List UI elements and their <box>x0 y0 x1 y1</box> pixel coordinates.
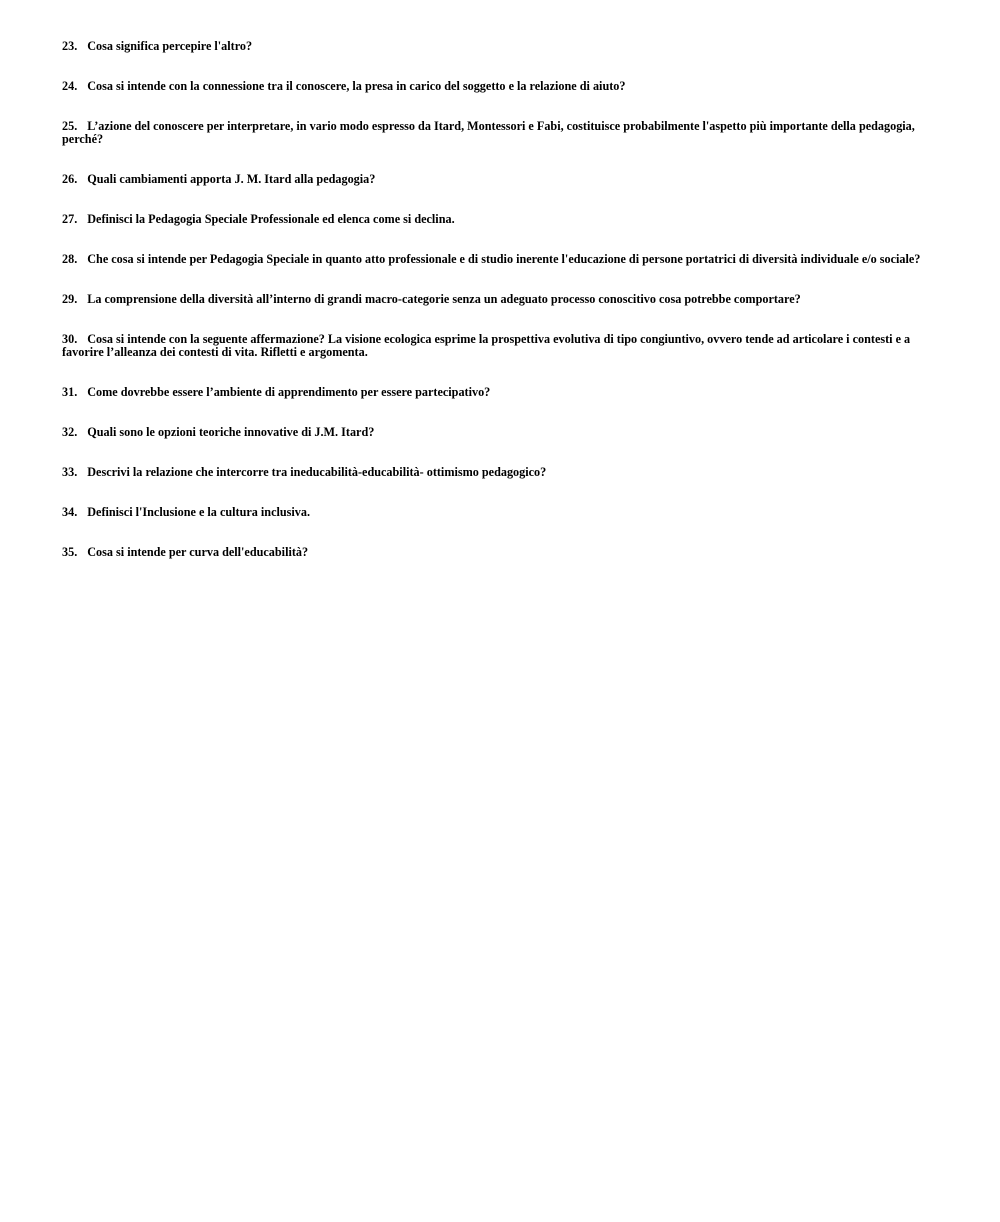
question-29 <box>62 293 938 306</box>
question-number: 24. <box>62 79 78 93</box>
question-text: Descrivi la relazione che intercorre tra ineducabilità-educabilità- ottimismo pedagogico? <box>87 465 547 479</box>
question-text: L’azione del conoscere per interpretare, in vario modo espresso da Itard, Montessori e Fabi, costituisce probabilmente l'aspetto più importante della pedagogia, perché? <box>62 119 915 146</box>
question-text: Quali cambiamenti apporta J. M. Itard alla pedagogia? <box>87 172 376 186</box>
question-31 <box>62 386 938 399</box>
question-number: 23. <box>62 39 78 53</box>
question-23 <box>62 40 938 53</box>
question-35 <box>62 546 938 559</box>
question-number: 28. <box>62 252 78 266</box>
question-30 <box>62 333 938 359</box>
question-text: Cosa si intende con la seguente affermazione? La visione ecologica esprime la prospettiva evolutiva di tipo congiuntivo, ovvero tende ad articolare i contesti e a favorire l’alleanza dei contesti di vita. Rifletti e argomenta. <box>62 332 911 359</box>
question-text: La comprensione della diversità all’interno di grandi macro-categorie senza un adeguato processo conoscitivo cosa potrebbe comportare? <box>87 292 801 306</box>
question-text: Che cosa si intende per Pedagogia Speciale in quanto atto professionale e di studio inerente l'educazione di persone portatrici di diversità individuale e/o sociale? <box>87 252 921 266</box>
question-text: Cosa significa percepire l'altro? <box>87 39 253 53</box>
question-number: 25. <box>62 119 78 133</box>
question-text: Cosa si intende per curva dell'educabilità? <box>87 545 309 559</box>
question-27 <box>62 213 938 226</box>
question-number: 34. <box>62 505 78 519</box>
question-number: 33. <box>62 465 78 479</box>
question-text: Cosa si intende con la connessione tra il conoscere, la presa in carico del soggetto e la relazione di aiuto? <box>87 79 626 93</box>
question-32 <box>62 426 938 439</box>
question-number: 32. <box>62 425 78 439</box>
question-list <box>62 40 938 586</box>
question-number: 27. <box>62 212 78 226</box>
question-text: Quali sono le opzioni teoriche innovative di J.M. Itard? <box>87 425 375 439</box>
question-33 <box>62 466 938 479</box>
question-28 <box>62 253 938 266</box>
question-25 <box>62 120 938 146</box>
question-number: 30. <box>62 332 78 346</box>
question-text: Come dovrebbe essere l’ambiente di apprendimento per essere partecipativo? <box>87 385 491 399</box>
question-text: Definisci l'Inclusione e la cultura inclusiva. <box>87 505 311 519</box>
question-number: 35. <box>62 545 78 559</box>
question-34 <box>62 506 938 519</box>
question-number: 31. <box>62 385 78 399</box>
question-24 <box>62 80 938 93</box>
question-26 <box>62 173 938 186</box>
question-number: 26. <box>62 172 78 186</box>
question-text: Definisci la Pedagogia Speciale Professionale ed elenca come si declina. <box>87 212 455 226</box>
question-number: 29. <box>62 292 78 306</box>
